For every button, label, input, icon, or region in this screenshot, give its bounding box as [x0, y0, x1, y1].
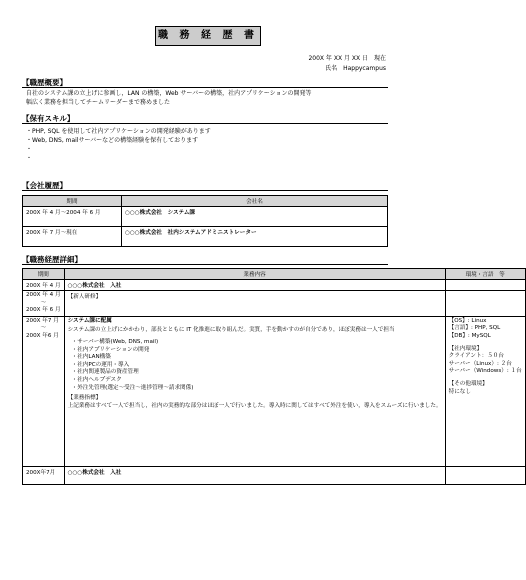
env-line: 【言語】: PHP, SQL [448, 325, 501, 332]
env-line: サーバー（Linux）: ２台 [448, 360, 512, 367]
env-line: 【DB】: MySQL [448, 332, 491, 339]
table-row [23, 466, 526, 484]
period-cell: 200X 年 4 月～2004 年 6 月 [23, 207, 122, 227]
task-item: ・社内ヘルプデスク [71, 376, 122, 383]
table-row [23, 227, 388, 247]
period-start: 200X 年7 月 [26, 317, 59, 324]
period-cell: 200X年7月 [23, 466, 65, 484]
col-header: 業務内容 [64, 269, 445, 280]
date: 200X 年 XX 月 XX 日 現在 [308, 55, 386, 62]
company-table [22, 195, 388, 247]
name-line: 氏名 Happycampus [325, 65, 386, 72]
env-cell [445, 291, 525, 317]
company-cell: ○○○株式会社 社内システムアドミニストレーター [122, 227, 388, 247]
env-line: クライアント：５０台 [448, 353, 504, 360]
task-item: ・サーバー構築(Web, DNS, mail) [71, 338, 159, 345]
period-sep: ～ [40, 325, 47, 332]
col-header: 環境・言語 等 [445, 269, 525, 280]
summary-heading: 【職歴概要】 [22, 78, 67, 87]
env-line: サーバー（Windows）: １台 [448, 368, 522, 375]
env-cell [445, 466, 525, 484]
skill-line: ・PHP, SQL を使用して社内アプリケーションの開発経験があります [26, 128, 211, 135]
summary-line: 自社のシステム課の立上げに参画し，LAN の構築，Web サーバーの構築，社内アプリケーションの開発等 [26, 90, 312, 97]
company-heading: 【会社履歴】 [22, 181, 67, 190]
period-end: 200X 年6 月 [26, 332, 59, 339]
env-cell [445, 316, 525, 466]
period-cell [23, 316, 65, 466]
skills-heading: 【保有スキル】 [22, 114, 75, 123]
env-line: 【その他環境】 [448, 380, 488, 387]
company-cell: ○○○株式会社 システム課 [122, 207, 388, 227]
period-sep: ～ [40, 299, 47, 306]
divider [22, 87, 388, 88]
task-item: ・社内関連製品の資産管理 [71, 369, 139, 376]
skill-line: ・ [26, 146, 33, 153]
col-header: 会社名 [122, 196, 388, 207]
assignment-para: システム課の立上げにかかわり，部長とともに IT 化推進に取り組んだ。実質，手を動かすのが自分であり，ほぼ実務は一人で担当 [67, 327, 395, 334]
content-cell: ○○○株式会社 入社 [64, 466, 445, 484]
col-header: 期間 [23, 196, 122, 207]
period-start: 200X 年 4 月 [26, 292, 61, 298]
period-cell: 200X 年 4 月 [23, 280, 65, 291]
env-line: 【社内環境】 [448, 345, 483, 352]
table-row [23, 207, 388, 227]
table-row [23, 316, 526, 466]
assignment-title: システム課に配属 [67, 317, 112, 324]
content-cell: 【新人研修】 [64, 291, 445, 317]
task-item: ・社内PCの運用・導入 [71, 361, 130, 368]
content-cell: ○○○株式会社 入社 [64, 280, 445, 291]
period-cell: 200X 年 7 月～現在 [23, 227, 122, 247]
task-item: ・社内アプリケーションの開発 [71, 346, 150, 353]
document-title: 職 務 経 歴 書 [155, 26, 261, 46]
skill-line: ・Web, DNS, mailサーバーなどの構築経験を保有しております [26, 137, 199, 144]
content-cell [64, 316, 445, 466]
task-item: ・社内LAN構築 [71, 354, 111, 361]
detail-heading: 【職務経歴詳細】 [22, 255, 82, 264]
env-line: 特になし [448, 388, 471, 395]
period-end: 200X 年 6 月 [26, 307, 61, 314]
divider [22, 190, 388, 191]
divider [22, 123, 388, 124]
env-cell [445, 280, 525, 291]
task-item: ・外注先管理(選定～受注～進捗管理～請求関係) [71, 384, 194, 391]
assignment-para: 上記業務はすべて一人で担当し，社内の実務的な部分はほぼ一人で行いました。導入時に関してはすべて外注を使い，導入をスムーズに行いました。 [67, 402, 442, 409]
period-cell [23, 291, 65, 317]
section-label: 【業務指標】 [67, 395, 102, 402]
summary-line: 幅広く業務を担当してチームリーダーまで務めました [26, 99, 171, 106]
skill-line: ・ [26, 155, 33, 162]
table-row [23, 291, 526, 317]
col-header: 期間 [23, 269, 65, 280]
table-row [23, 280, 526, 291]
divider [22, 264, 388, 265]
detail-table [22, 268, 526, 485]
env-line: 【OS】: Linux [448, 317, 487, 324]
